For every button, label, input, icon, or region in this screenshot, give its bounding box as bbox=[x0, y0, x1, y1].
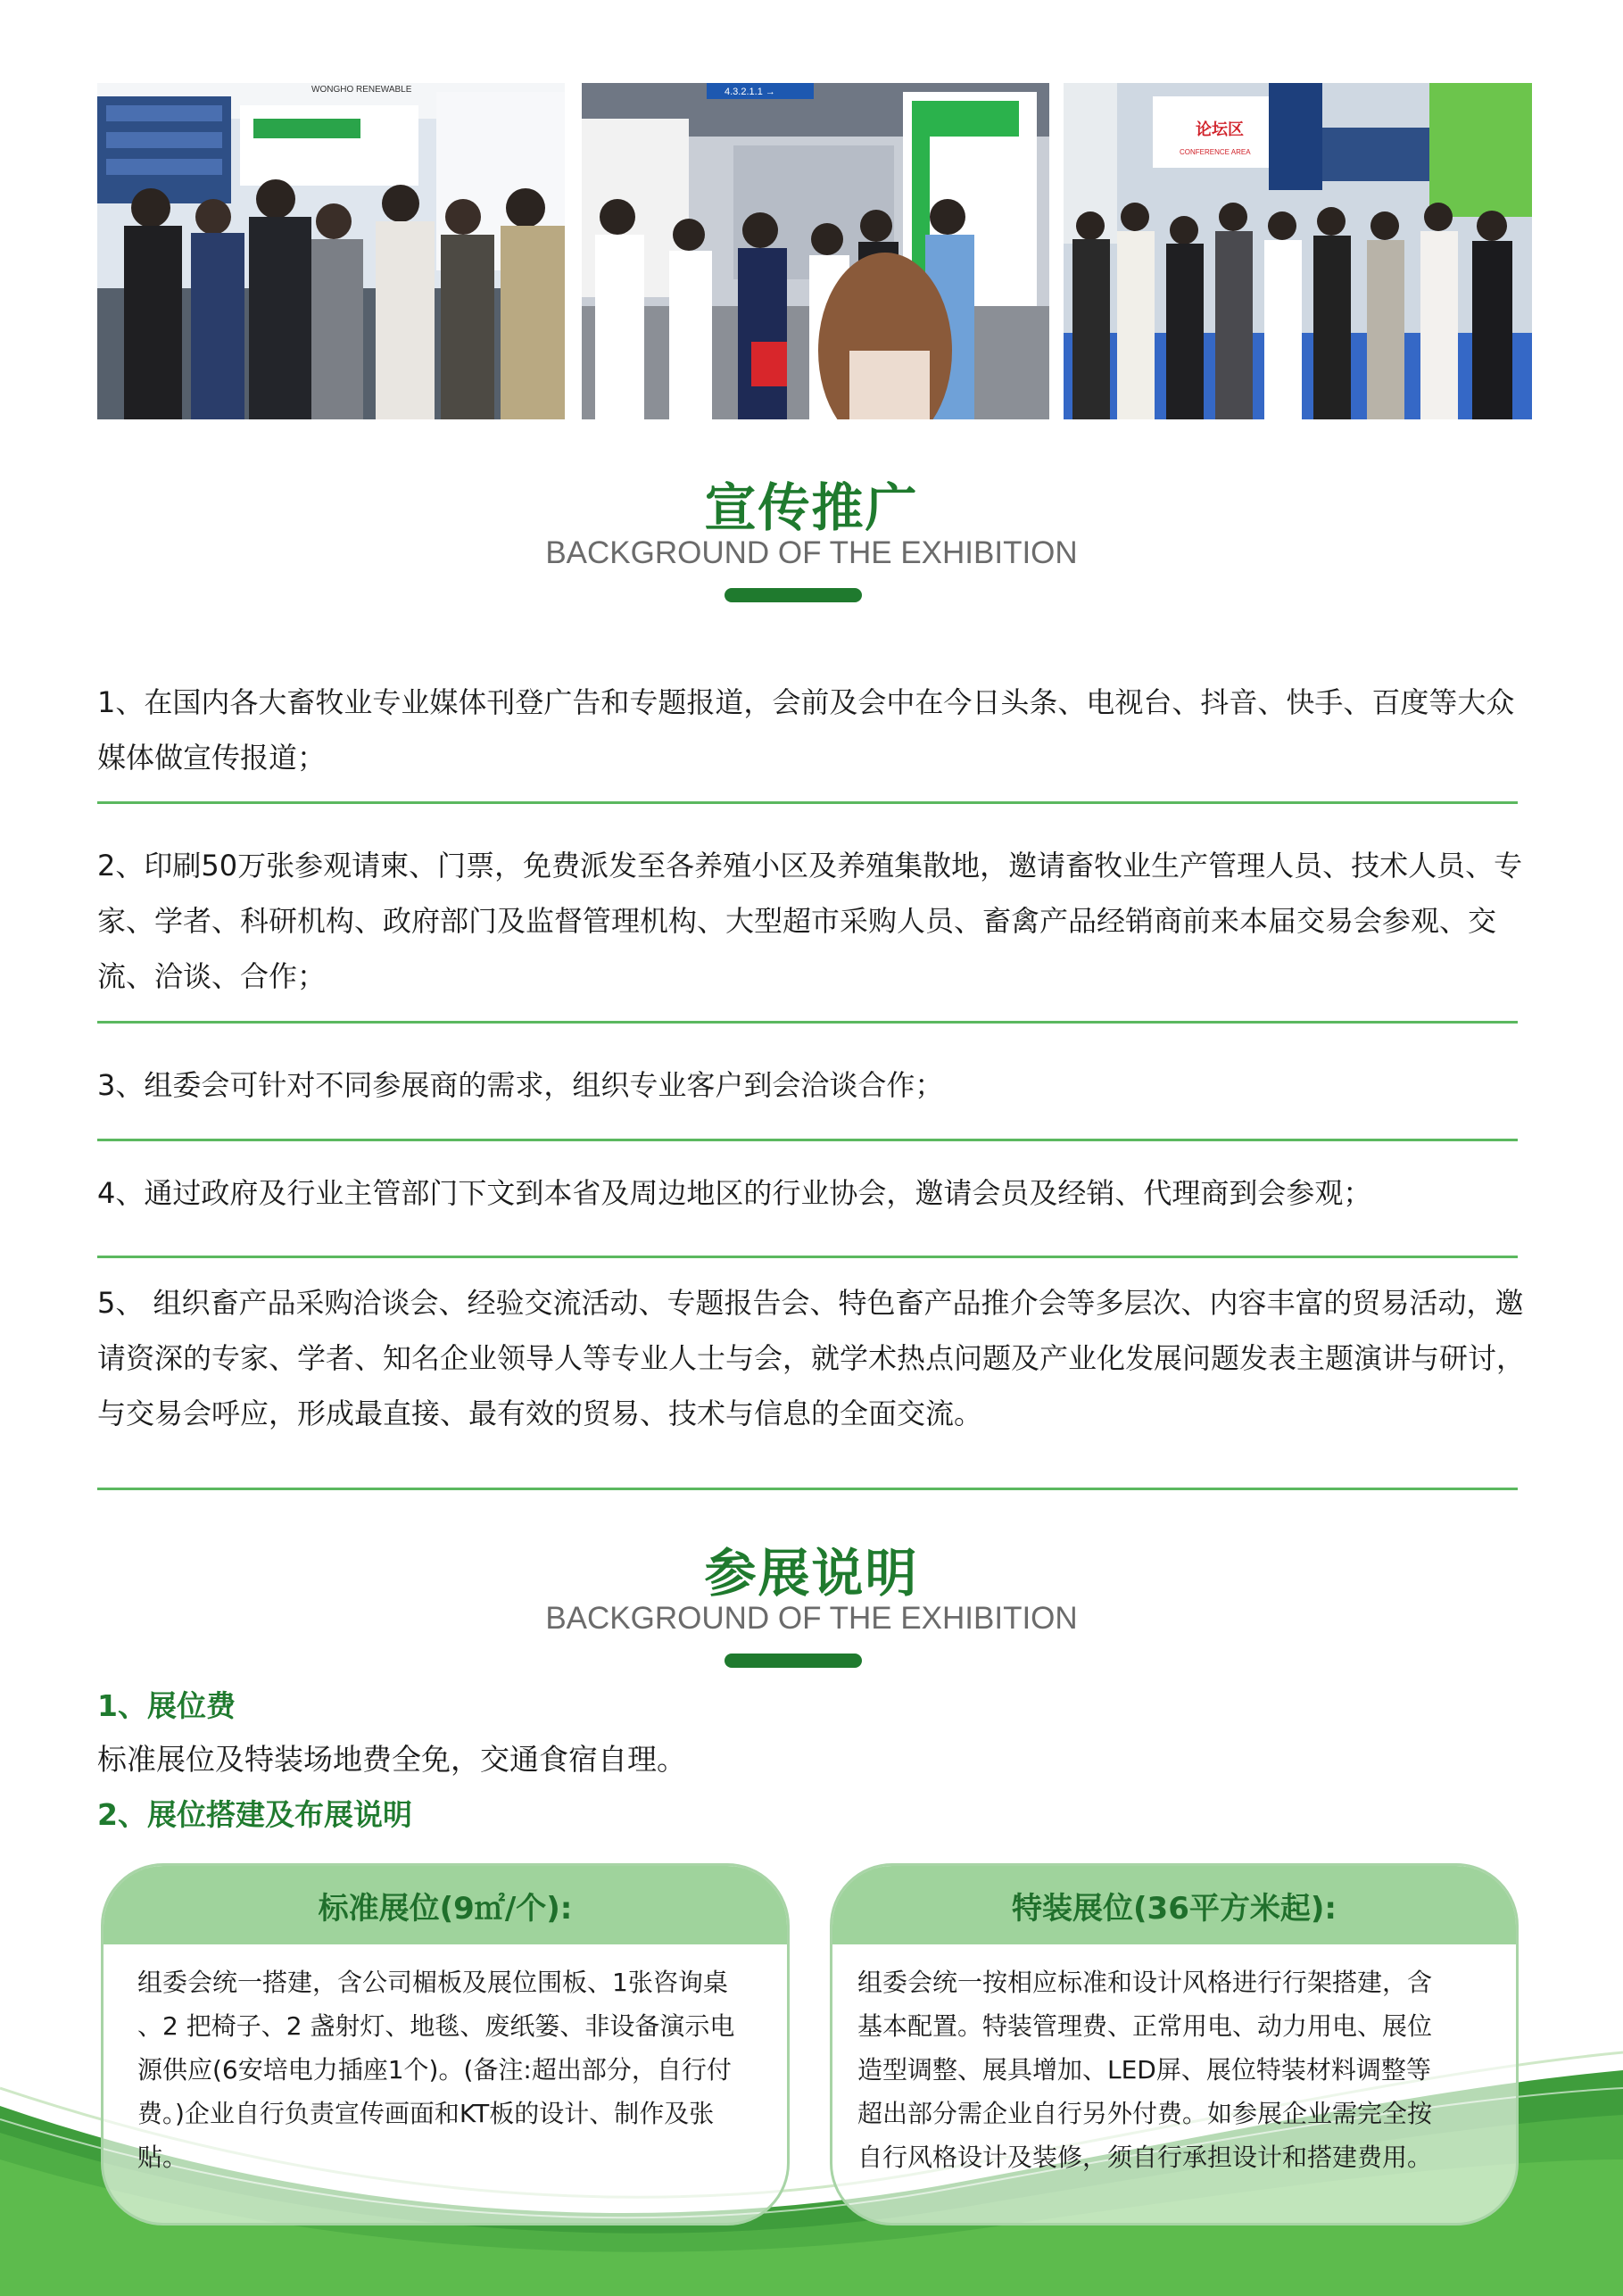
promotion-item-2: 2、印刷50万张参观请柬、门票，免费派发至各养殖小区及养殖集散地，邀请畜牧业生产管理人员、技术人员、专家、学者、科研机构、政府部门及监督管理机构、大型超市采购人员、畜禽产品经销商前来本届交易会参观、交流、洽谈、合作； bbox=[97, 849, 1523, 993]
special-booth-card bbox=[830, 1863, 1519, 2226]
card-line: 造型调整、展具增加、LED屏、展位特装材料调整等 bbox=[857, 2055, 1431, 2085]
build-heading: 2、展位搭建及布展说明 bbox=[97, 1797, 412, 1832]
card-line: 组委会统一搭建，含公司楣板及展位围板、1张咨询桌 bbox=[137, 1968, 728, 1997]
divider-line bbox=[97, 1139, 1518, 1141]
photo-exhibition-crowd bbox=[1064, 83, 1532, 419]
promotion-item-4: 4、通过政府及行业主管部门下文到本省及周边地区的行业协会，邀请会员及经销、代理商到会参观； bbox=[97, 1176, 1372, 1210]
promotion-item-3: 3、组委会可针对不同参展商的需求，组织专业客户到会洽谈合作； bbox=[97, 1068, 944, 1102]
card-line: 贴。 bbox=[137, 2143, 188, 2172]
section-title-exhibiting: 参展说明 bbox=[704, 1543, 919, 1604]
section-accent-bar bbox=[725, 1654, 862, 1668]
card-line: 费。)企业自行负责宣传画面和KT板的设计、制作及张 bbox=[137, 2099, 715, 2128]
photo-forum-sign: 论坛区 bbox=[1196, 120, 1244, 139]
standard-booth-card bbox=[101, 1863, 790, 2226]
photo-icon bbox=[1064, 83, 1532, 419]
card-line: 超出部分需企业自行另外付费。如参展企业需完全按 bbox=[857, 2099, 1433, 2128]
section-accent-bar bbox=[725, 588, 862, 602]
photo-banner-text: WONGHO RENEWABLE bbox=[311, 85, 412, 95]
card-line: 、2 把椅子、2 盏射灯、地毯、废纸篓、非设备演示电 bbox=[137, 2011, 735, 2041]
divider-line bbox=[97, 1488, 1518, 1490]
standard-booth-title: 标准展位(9㎡/个): bbox=[104, 1866, 787, 1944]
photo-exhibition-booth bbox=[97, 83, 565, 419]
divider-line bbox=[97, 1256, 1518, 1258]
card-line: 组委会统一按相应标准和设计风格进行行架搭建，含 bbox=[857, 1968, 1433, 1997]
divider-line bbox=[97, 1021, 1518, 1024]
section-title-promotion: 宣传推广 bbox=[704, 477, 919, 538]
photo-exhibition-aisle bbox=[582, 83, 1049, 419]
section-subtitle-exhibiting: BACKGROUND OF THE EXHIBITION bbox=[545, 1601, 1078, 1636]
promotion-item-1: 1、在国内各大畜牧业专业媒体刊登广告和专题报道，会前及会中在今日头条、电视台、抖音、快手、百度等大众媒体做宣传报道； bbox=[97, 685, 1515, 775]
section-subtitle-promotion: BACKGROUND OF THE EXHIBITION bbox=[545, 535, 1078, 570]
photo-icon bbox=[582, 83, 1049, 419]
card-line: 自行风格设计及装修，须自行承担设计和搭建费用。 bbox=[857, 2143, 1433, 2172]
standard-booth-text bbox=[104, 1944, 787, 2179]
photo-forum-sub: CONFERENCE AREA bbox=[1180, 148, 1251, 156]
photo-sign-text: 4.3.2.1.1 → bbox=[725, 87, 775, 97]
fee-text: 标准展位及特装场地费全免，交通食宿自理。 bbox=[97, 1742, 686, 1777]
card-line: 基本配置。特装管理费、正常用电、动力用电、展位 bbox=[857, 2011, 1433, 2041]
divider-line bbox=[97, 801, 1518, 804]
special-booth-title: 特装展位(36平方米起): bbox=[832, 1866, 1516, 1944]
fee-heading: 1、展位费 bbox=[97, 1688, 236, 1723]
photo-icon bbox=[97, 83, 565, 419]
special-booth-text bbox=[832, 1944, 1516, 2179]
card-line: 源供应(6安培电力插座1个)。(备注:超出部分，自行付 bbox=[137, 2055, 732, 2085]
promotion-item-5: 5、 组织畜产品采购洽谈会、经验交流活动、专题报告会、特色畜产品推介会等多层次、内容丰富的贸易活动，邀请资深的专家、学者、知名企业领导人等专业人士与会，就学术热点问题及产业化发展问题发表主题演讲与研讨，与交易会呼应，形成最直接、最有效的贸易、技术与信息的全面交流。 bbox=[97, 1286, 1526, 1430]
